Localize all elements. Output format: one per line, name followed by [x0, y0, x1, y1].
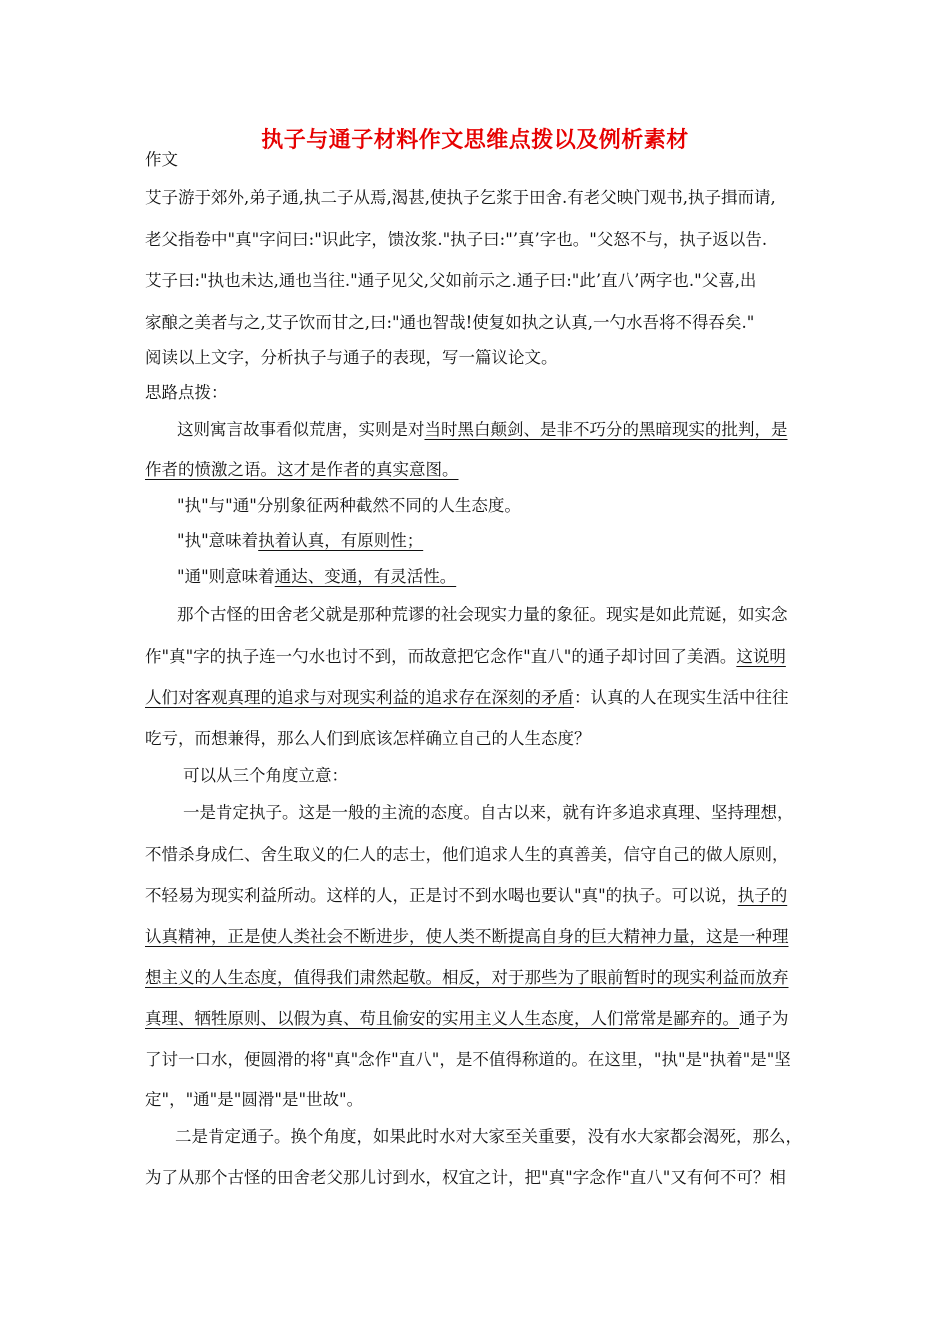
- text-line: [145, 1009, 789, 1029]
- text-run: 了讨一口水，便圆滑的将"真"念作"直八"，是不值得称道的。在这里，"执"是"执着"是"坚: [145, 1050, 791, 1069]
- text-line: [145, 150, 178, 170]
- underlined-text: 当时黑白颠剑、是非不巧分的黑暗现实的批判，是: [424, 420, 788, 439]
- underlined-text: 真理、牺牲原则、以假为真、苟且偷安的实用主义人生态度，人们常常是鄙弃的。: [145, 1009, 739, 1028]
- text-run: 二是肯定通子。换个角度，如果此时水对大家至关重要，没有水大家都会渴死，那么，: [175, 1127, 802, 1146]
- text-run: 艾子曰:"执也未达,通也当往."通子见父,父如前示之.通子曰:"此’直八’两字也."父喜,出: [145, 271, 757, 290]
- underlined-text: 执子的: [737, 886, 788, 905]
- text-run: 艾子游于郊外,弟子通,执二子从焉,渴甚,使执子乞浆于田舍.有老父映门观书,执子揖而请,: [145, 188, 776, 207]
- text-run: 思路点拨：: [145, 383, 228, 402]
- document-title: 执子与通子材料作文思维点拨以及例析素材: [261, 128, 689, 153]
- text-line: [145, 230, 767, 250]
- text-run: 家酿之美者与之,艾子饮而甘之,曰:"通也智哉!使复如执之认真,一勺水吾将不得吞矣.": [145, 313, 755, 332]
- text-line: [177, 420, 788, 440]
- text-line: [175, 1127, 802, 1147]
- underlined-text: 认真精神，正是使人类社会不断进步，使人类不断提高自身的巨大精神力量，这是一种理: [145, 927, 789, 946]
- text-run: 可以从三个角度立意：: [183, 766, 348, 785]
- text-run: 吃亏，而想兼得，那么人们到底该怎样确立自己的人生态度？: [145, 729, 591, 748]
- text-line: [145, 188, 776, 208]
- underlined-text: 执着认真，有原则性；: [258, 531, 424, 550]
- text-run: 作"真"字的执子连一勺水也讨不到，而故意把它念作"直八"的通子却讨回了美酒。: [145, 647, 737, 666]
- text-line: [145, 688, 789, 708]
- underlined-text: 人们对客观真理的追求与对现实利益的追求存在深刻的矛盾: [145, 688, 574, 707]
- text-line: [145, 886, 787, 906]
- text-line: [145, 1168, 786, 1188]
- underlined-text: 作者的愤激之语。这才是作者的真实意图。: [145, 460, 459, 479]
- text-line: [145, 968, 789, 988]
- text-line: [177, 496, 521, 516]
- text-line: [145, 927, 789, 947]
- text-run: 那个古怪的田舍老父就是那种荒谬的社会现实力量的象征。现实是如此荒诞，如实念: [177, 605, 788, 624]
- underlined-text: 想主义的人生态度，值得我们肃然起敬。相反，对于那些为了眼前暂时的现实利益而放弃: [145, 968, 789, 987]
- text-run: 不惜杀身成仁、舍生取义的仁人的志士，他们追求人生的真善美，信守自己的做人原则，: [145, 845, 789, 864]
- text-run: 这则寓言故事看似荒唐，实则是对: [177, 420, 425, 439]
- text-run: "通"则意味着: [177, 567, 275, 586]
- text-line: [145, 271, 756, 291]
- text-run: 不轻易为现实利益所动。这样的人，正是讨不到水喝也要认"真"的执子。可以说，: [145, 886, 738, 905]
- text-line: [145, 647, 786, 667]
- text-line: [145, 1050, 791, 1070]
- text-line: [145, 460, 459, 480]
- text-run: "执"与"通"分别象征两种截然不同的人生态度。: [177, 496, 521, 515]
- text-line: [177, 531, 423, 551]
- text-line: [145, 845, 789, 865]
- text-line: [145, 313, 754, 333]
- text-line: [177, 605, 788, 625]
- text-run: 一是肯定执子。这是一般的主流的态度。自古以来，就有许多追求真理、坚持理想，: [183, 803, 794, 822]
- text-line: [145, 383, 228, 403]
- underlined-text: 这说明: [736, 647, 786, 666]
- text-run: 通子为: [739, 1009, 789, 1028]
- text-run: 定"，"通"是"圆滑"是"世故"。: [145, 1090, 364, 1109]
- text-run: "执"意味着: [177, 531, 259, 550]
- text-run: 阅读以上文字，分析执子与通子的表现，写一篇议论文。: [145, 348, 558, 367]
- text-run: 老父指卷中"真"字问曰:"识此字，馈汝浆."执子曰:"’真’字也。"父怒不与，执子返以告.: [145, 230, 768, 249]
- text-line: [145, 729, 591, 749]
- text-line: [145, 348, 558, 368]
- text-line: [183, 766, 348, 786]
- text-run: 为了从那个古怪的田舍老父那儿讨到水，权宜之计，把"真"字念作"直八"又有何不可？相: [145, 1168, 786, 1187]
- text-run: 作文: [145, 150, 178, 169]
- text-line: [177, 567, 456, 587]
- text-run: ：认真的人在现实生活中往往: [574, 688, 789, 707]
- underlined-text: 通达、变通，有灵活性。: [274, 567, 457, 586]
- text-line: [183, 803, 794, 823]
- text-line: [145, 1090, 363, 1110]
